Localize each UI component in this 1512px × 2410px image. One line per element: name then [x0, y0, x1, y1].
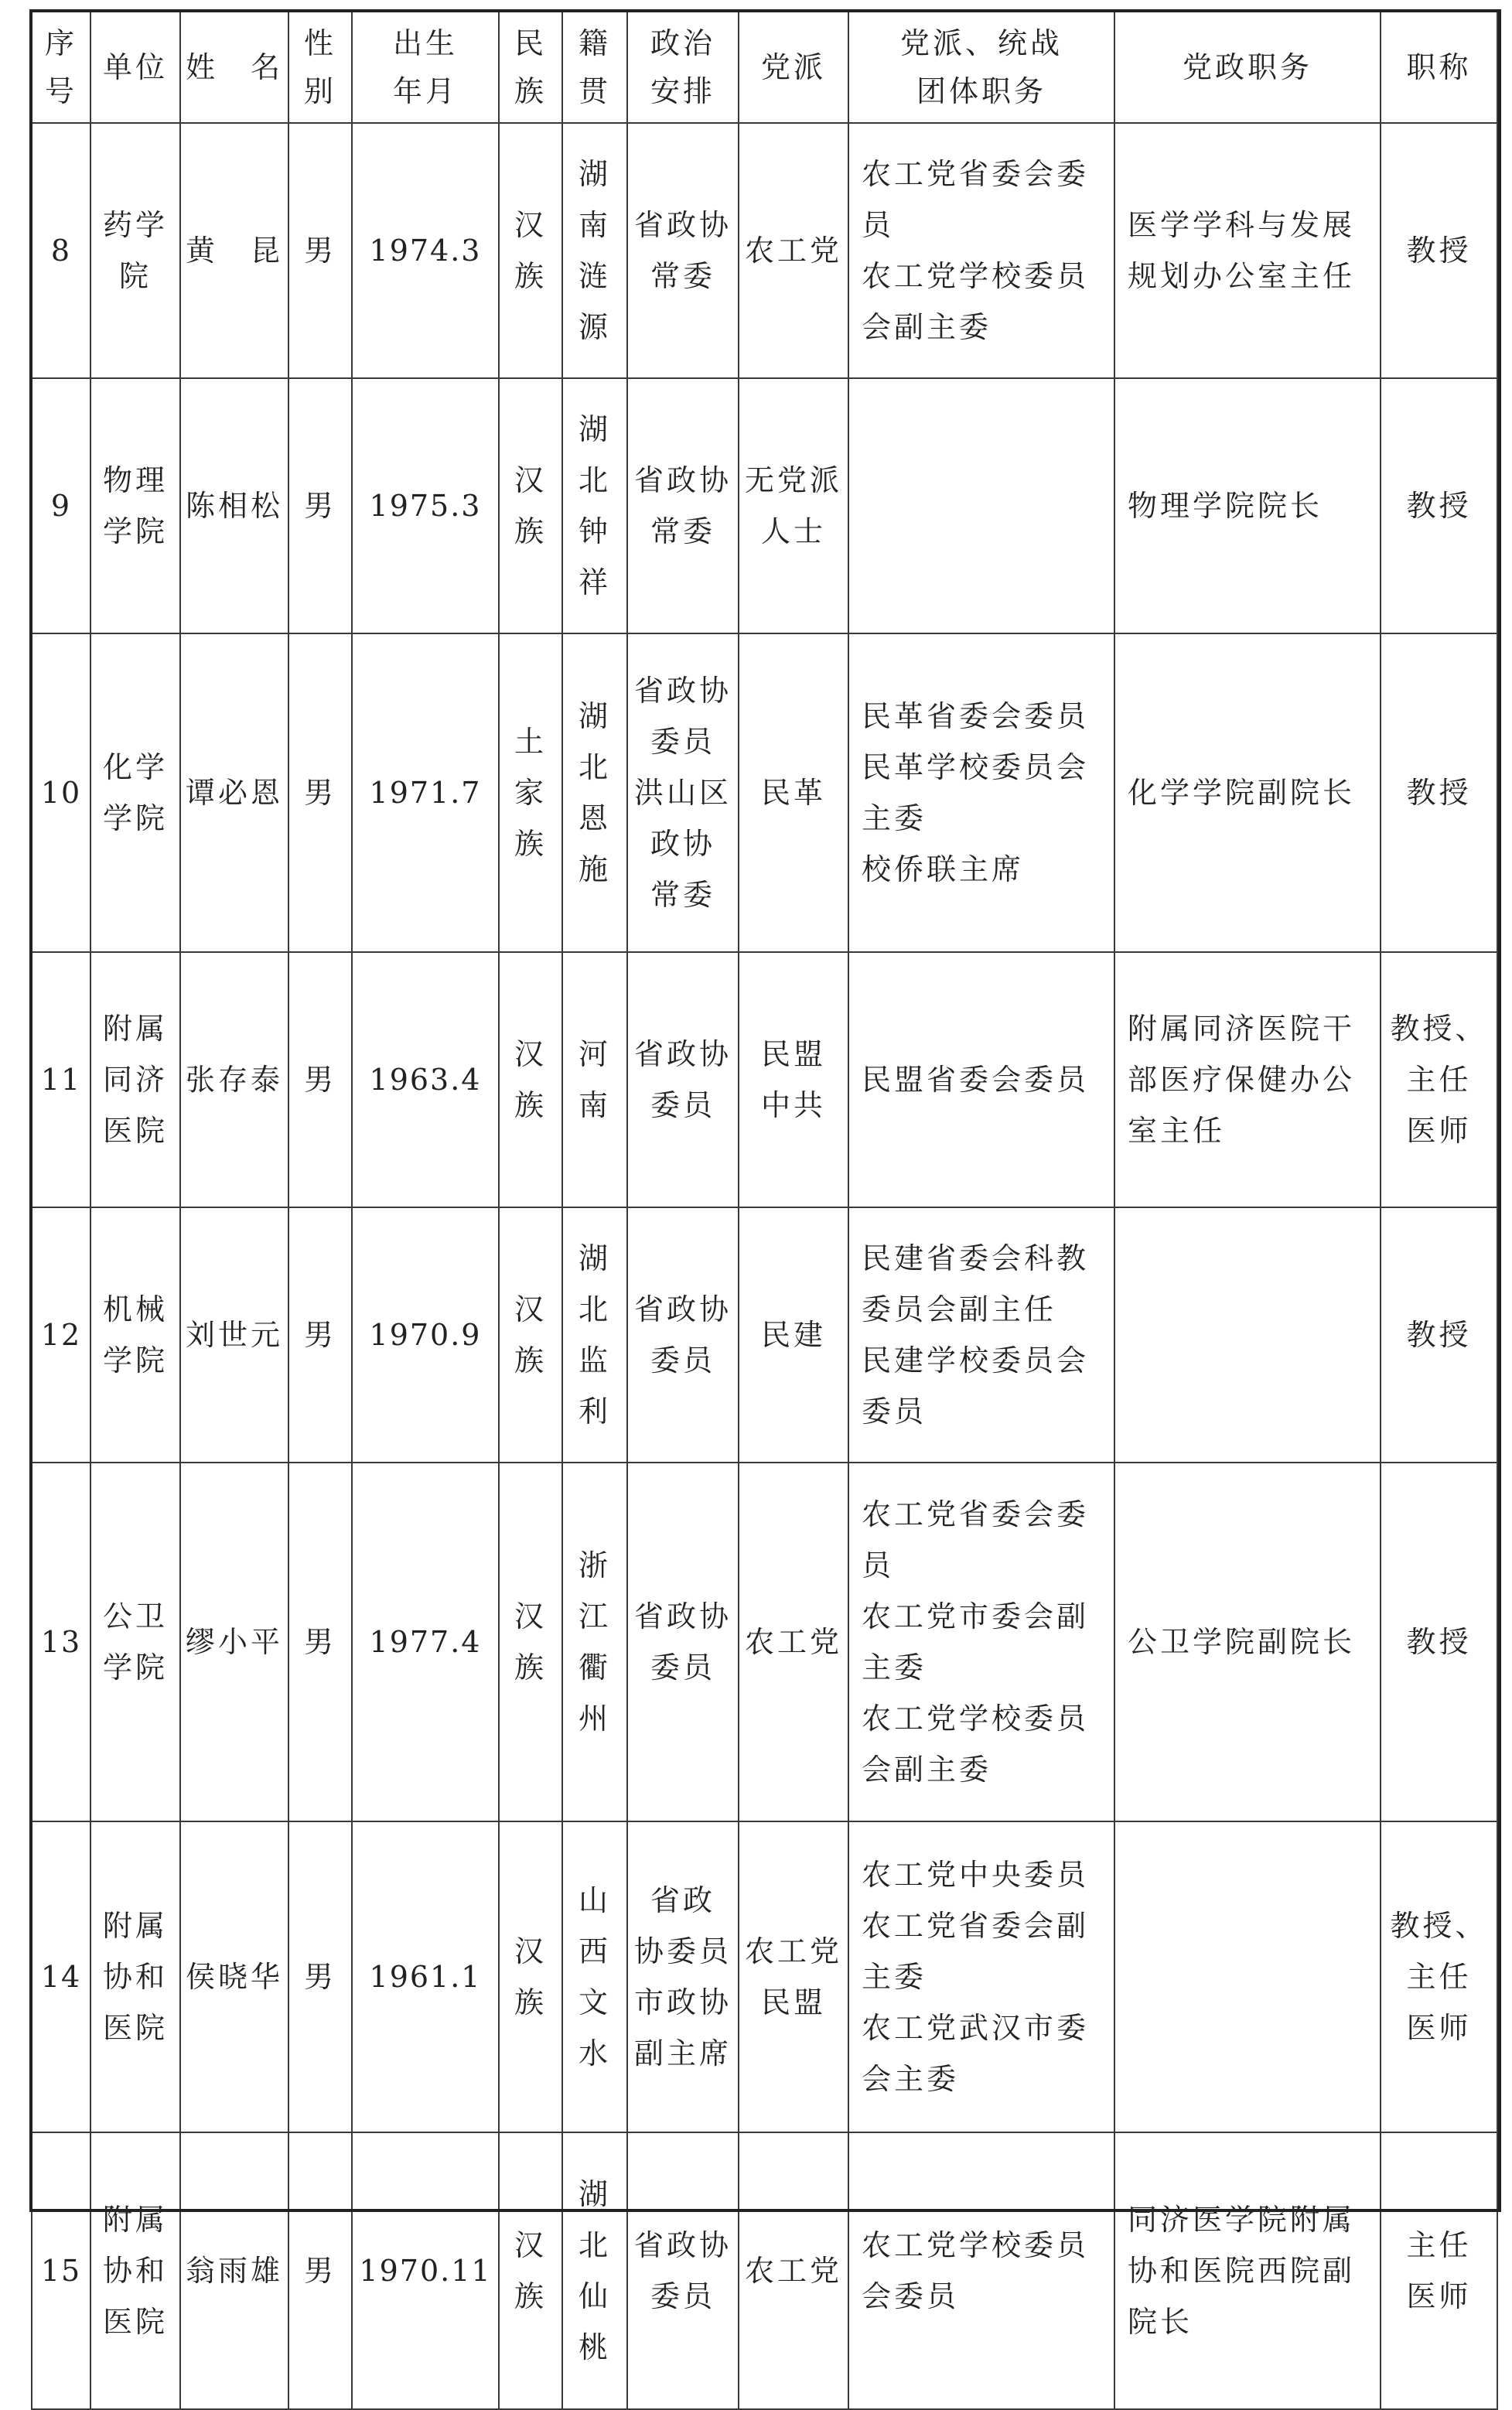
cell-political-arrangement	[627, 633, 739, 952]
cell-party-positions	[848, 633, 1114, 952]
roster-body	[32, 123, 1497, 2409]
cell-title	[1381, 633, 1497, 952]
cell-line: 汉	[514, 463, 547, 497]
cell-line: 院	[118, 259, 152, 293]
cell-line: 会副主委	[862, 310, 992, 344]
cell-line: 省政	[650, 1883, 715, 1917]
cell-line: 教授	[1406, 489, 1472, 523]
cell-line: 水	[578, 2036, 611, 2070]
cell-line: 姓 名	[185, 50, 283, 84]
cell-line: 族	[514, 1650, 547, 1685]
cell-line: 洪山区	[633, 776, 732, 810]
cell-line: 监	[578, 1343, 611, 1377]
cell-seq: 12	[32, 1207, 90, 1463]
cell-gender: 男	[288, 378, 352, 633]
cell-line: 农工党	[744, 1934, 842, 1968]
cell-admin-positions	[1114, 1821, 1381, 2132]
cell-line: 协和	[102, 2254, 168, 2288]
cell-line: 农工党	[744, 234, 842, 268]
cell-line: 医院	[102, 2305, 168, 2339]
cell-line: 农工党中央委员	[862, 1858, 1090, 1892]
cell-line: 附属	[102, 2203, 168, 2237]
cell-line: 农工党学校委员	[862, 259, 1090, 293]
cell-line: 部医疗保健办公	[1128, 1063, 1356, 1097]
cell-line: 农工党学校委员	[862, 1702, 1090, 1736]
cell-line: 省政协	[633, 674, 732, 708]
cell-birth: 1970.9	[352, 1207, 499, 1463]
cell-line: 室主任	[1128, 1114, 1226, 1148]
cell-line: 医学学科与发展	[1128, 208, 1356, 242]
table-row	[32, 952, 1497, 1207]
cell-party	[739, 378, 848, 633]
cell-line: 恩	[578, 801, 611, 835]
cell-birth: 1970.11	[352, 2132, 499, 2409]
cell-line: 民盟	[760, 1037, 826, 1071]
cell-political-arrangement	[627, 1821, 739, 2132]
cell-line: 西	[578, 1934, 611, 1968]
cell-line: 族	[514, 1985, 547, 2019]
cell-title	[1381, 1207, 1497, 1463]
cell-line: 教授、	[1390, 1909, 1488, 1943]
cell-line: 省政协	[633, 1292, 732, 1326]
cell-line: 省政协	[633, 2228, 732, 2262]
cell-line: 汉	[514, 1934, 547, 1968]
cell-line: 出生	[392, 26, 458, 60]
cell-political-arrangement	[627, 952, 739, 1207]
cell-line: 主委	[862, 1650, 927, 1685]
cell-line: 桃	[578, 2330, 611, 2364]
cell-line: 施	[578, 852, 611, 886]
cell-seq: 8	[32, 123, 90, 378]
table-row	[32, 123, 1497, 378]
cell-line: 文	[578, 1985, 611, 2019]
cell-line: 党政职务	[1182, 50, 1312, 84]
cell-line: 衢	[578, 1650, 611, 1685]
cell-line: 族	[514, 259, 547, 293]
cell-line: 医院	[102, 2011, 168, 2045]
cell-line: 主委	[862, 1960, 927, 1994]
cell-line: 族	[514, 74, 547, 108]
cell-line: 农工党	[744, 2254, 842, 2288]
cell-line: 安排	[650, 74, 715, 108]
cell-line: 湖	[578, 699, 611, 733]
cell-native-place	[562, 378, 627, 633]
cell-line: 校侨联主席	[862, 852, 1025, 886]
cell-unit	[90, 952, 180, 1207]
cell-line: 员	[862, 1548, 895, 1582]
header-seq	[32, 12, 90, 123]
cell-title	[1381, 123, 1497, 378]
cell-line: 祥	[578, 565, 611, 599]
cell-line: 委员会副主任	[862, 1292, 1057, 1326]
cell-line: 党派、统战	[899, 26, 1063, 60]
cell-title	[1381, 378, 1497, 633]
cell-name: 张存泰	[180, 952, 288, 1207]
cell-line: 政协	[650, 827, 715, 861]
cell-political-arrangement	[627, 1463, 739, 1821]
cell-line: 常委	[650, 878, 715, 912]
cell-party-positions	[848, 2132, 1114, 2409]
cell-line: 政治	[650, 26, 715, 60]
cell-political-arrangement	[627, 378, 739, 633]
cell-line: 民革	[760, 776, 826, 810]
cell-line: 农工党	[744, 1625, 842, 1659]
cell-line: 农工党武汉市委	[862, 2011, 1090, 2045]
cell-party-positions	[848, 1207, 1114, 1463]
cell-line: 教授	[1406, 1318, 1472, 1352]
cell-gender: 男	[288, 1207, 352, 1463]
cell-line: 协和	[102, 1960, 168, 1994]
cell-line: 主任	[1406, 1063, 1472, 1097]
cell-line: 湖	[578, 1241, 611, 1275]
member-roster-table	[31, 11, 1498, 2410]
cell-native-place	[562, 1207, 627, 1463]
cell-line: 单位	[102, 50, 168, 84]
table-row	[32, 1821, 1497, 2132]
cell-line: 源	[578, 310, 611, 344]
cell-admin-positions	[1114, 378, 1381, 633]
cell-gender: 男	[288, 123, 352, 378]
cell-line: 民建	[760, 1318, 826, 1352]
cell-unit	[90, 1207, 180, 1463]
cell-line: 医师	[1406, 2011, 1472, 2045]
cell-name: 黄 昆	[180, 123, 288, 378]
cell-admin-positions	[1114, 1207, 1381, 1463]
cell-line: 家	[514, 776, 547, 810]
cell-line: 副主席	[633, 2036, 732, 2070]
cell-native-place	[562, 123, 627, 378]
cell-line: 汉	[514, 2228, 547, 2262]
cell-gender: 男	[288, 2132, 352, 2409]
cell-line: 学院	[102, 514, 168, 548]
cell-line: 北	[578, 2228, 611, 2262]
cell-line: 农工党省委会委	[862, 157, 1090, 191]
cell-party	[739, 1463, 848, 1821]
cell-line: 委员	[650, 1650, 715, 1685]
cell-line: 主委	[862, 801, 927, 835]
cell-line: 农工党省委会副	[862, 1909, 1090, 1943]
cell-line: 学院	[102, 1650, 168, 1685]
cell-admin-positions	[1114, 633, 1381, 952]
cell-line: 省政协	[633, 463, 732, 497]
cell-line: 委员	[650, 1343, 715, 1377]
table-row	[32, 633, 1497, 952]
cell-line: 学院	[102, 1343, 168, 1377]
cell-unit	[90, 378, 180, 633]
cell-name: 刘世元	[180, 1207, 288, 1463]
header-political-arrangement	[627, 12, 739, 123]
cell-political-arrangement	[627, 2132, 739, 2409]
cell-line: 常委	[650, 514, 715, 548]
header-birth	[352, 12, 499, 123]
cell-party	[739, 633, 848, 952]
cell-party	[739, 1207, 848, 1463]
cell-line: 民	[514, 26, 547, 60]
cell-name: 谭必恩	[180, 633, 288, 952]
cell-line: 会委员	[862, 2279, 960, 2313]
cell-line: 公卫学院副院长	[1128, 1625, 1356, 1659]
cell-political-arrangement	[627, 1207, 739, 1463]
cell-name: 缪小平	[180, 1463, 288, 1821]
cell-line: 北	[578, 463, 611, 497]
cell-native-place	[562, 1821, 627, 2132]
cell-ethnicity	[499, 123, 562, 378]
cell-political-arrangement	[627, 123, 739, 378]
cell-birth: 1961.1	[352, 1821, 499, 2132]
cell-unit	[90, 123, 180, 378]
cell-native-place	[562, 952, 627, 1207]
header-name	[180, 12, 288, 123]
header-gender	[288, 12, 352, 123]
cell-unit	[90, 1463, 180, 1821]
cell-line: 钟	[578, 514, 611, 548]
cell-admin-positions	[1114, 1463, 1381, 1821]
cell-party	[739, 123, 848, 378]
cell-birth: 1975.3	[352, 378, 499, 633]
header-row	[32, 12, 1497, 123]
cell-line: 员	[862, 208, 895, 242]
cell-ethnicity	[499, 1463, 562, 1821]
header-native-place	[562, 12, 627, 123]
cell-line: 中共	[760, 1088, 826, 1122]
cell-line: 农工党市委会副	[862, 1599, 1090, 1633]
cell-line: 北	[578, 1292, 611, 1326]
cell-party	[739, 1821, 848, 2132]
cell-line: 省政协	[633, 208, 732, 242]
cell-line: 别	[303, 74, 336, 108]
cell-party-positions	[848, 952, 1114, 1207]
cell-title	[1381, 1463, 1497, 1821]
cell-line: 序	[44, 26, 77, 60]
cell-line: 委员	[650, 2279, 715, 2313]
cell-party-positions	[848, 1463, 1114, 1821]
header-title	[1381, 12, 1497, 123]
cell-line: 民盟	[760, 1985, 826, 2019]
cell-line: 汉	[514, 1292, 547, 1326]
cell-line: 性	[303, 26, 336, 60]
cell-line: 州	[578, 1702, 611, 1736]
cell-line: 族	[514, 1088, 547, 1122]
cell-line: 年月	[392, 74, 458, 108]
cell-line: 委员	[862, 1394, 927, 1429]
cell-line: 医师	[1406, 1114, 1472, 1148]
cell-line: 民革省委会委员	[862, 699, 1090, 733]
cell-unit	[90, 633, 180, 952]
cell-title	[1381, 952, 1497, 1207]
cell-line: 药学	[102, 208, 168, 242]
cell-native-place	[562, 633, 627, 952]
cell-line: 同济	[102, 1063, 168, 1097]
cell-gender: 男	[288, 633, 352, 952]
cell-line: 委员	[650, 725, 715, 759]
cell-title	[1381, 1821, 1497, 2132]
cell-party-positions	[848, 123, 1114, 378]
cell-birth: 1974.3	[352, 123, 499, 378]
cell-gender: 男	[288, 1821, 352, 2132]
header-party	[739, 12, 848, 123]
cell-line: 教授、	[1390, 1012, 1488, 1046]
cell-line: 附属	[102, 1012, 168, 1046]
cell-line: 河	[578, 1037, 611, 1071]
cell-line: 物理	[102, 463, 168, 497]
cell-line: 团体职务	[916, 74, 1046, 108]
cell-seq: 10	[32, 633, 90, 952]
cell-line: 南	[578, 208, 611, 242]
cell-line: 主任	[1406, 2228, 1472, 2262]
cell-line: 土	[514, 725, 547, 759]
cell-line: 族	[514, 514, 547, 548]
cell-line: 学院	[102, 801, 168, 835]
cell-line: 农工党学校委员	[862, 2228, 1090, 2262]
cell-line: 市政协	[633, 1985, 732, 2019]
header-unit	[90, 12, 180, 123]
cell-line: 规划办公室主任	[1128, 259, 1356, 293]
cell-line: 主任	[1406, 1960, 1472, 1994]
cell-line: 会副主委	[862, 1753, 992, 1787]
cell-line: 省政协	[633, 1037, 732, 1071]
header-party-positions	[848, 12, 1114, 123]
cell-party	[739, 952, 848, 1207]
table-row	[32, 2132, 1497, 2409]
cell-line: 教授	[1406, 234, 1472, 268]
cell-ethnicity	[499, 952, 562, 1207]
cell-name: 陈相松	[180, 378, 288, 633]
cell-birth: 1977.4	[352, 1463, 499, 1821]
cell-line: 族	[514, 2279, 547, 2313]
cell-party-positions	[848, 378, 1114, 633]
cell-line: 无党派	[744, 463, 842, 497]
cell-birth: 1963.4	[352, 952, 499, 1207]
cell-line: 族	[514, 1343, 547, 1377]
cell-line: 会主委	[862, 2062, 960, 2096]
cell-line: 常委	[650, 259, 715, 293]
header-ethnicity	[499, 12, 562, 123]
cell-gender: 男	[288, 1463, 352, 1821]
cell-line: 贯	[578, 74, 611, 108]
cell-name: 侯晓华	[180, 1821, 288, 2132]
cell-ethnicity	[499, 378, 562, 633]
cell-line: 省政协	[633, 1599, 732, 1633]
cell-line: 湖	[578, 2177, 611, 2211]
cell-line: 湖	[578, 412, 611, 446]
cell-seq: 13	[32, 1463, 90, 1821]
cell-line: 党派	[760, 50, 826, 84]
cell-line: 附属同济医院干	[1128, 1012, 1356, 1046]
cell-line: 仙	[578, 2279, 611, 2313]
cell-line: 协委员	[633, 1934, 732, 1968]
cell-line: 利	[578, 1394, 611, 1429]
cell-ethnicity	[499, 1821, 562, 2132]
cell-party-positions	[848, 1821, 1114, 2132]
cell-seq: 14	[32, 1821, 90, 2132]
cell-line: 同济医学院附属	[1128, 2203, 1356, 2237]
cell-line: 汉	[514, 1037, 547, 1071]
cell-line: 江	[578, 1599, 611, 1633]
cell-line: 北	[578, 750, 611, 784]
cell-line: 湖	[578, 157, 611, 191]
cell-seq: 11	[32, 952, 90, 1207]
cell-line: 职称	[1406, 50, 1472, 84]
cell-gender: 男	[288, 952, 352, 1207]
cell-unit	[90, 1821, 180, 2132]
cell-unit	[90, 2132, 180, 2409]
cell-line: 化学	[102, 750, 168, 784]
cell-line: 委员	[650, 1088, 715, 1122]
cell-birth: 1971.7	[352, 633, 499, 952]
cell-admin-positions	[1114, 123, 1381, 378]
cell-title	[1381, 2132, 1497, 2409]
cell-line: 附属	[102, 1909, 168, 1943]
cell-line: 民建省委会科教	[862, 1241, 1090, 1275]
cell-line: 汉	[514, 1599, 547, 1633]
cell-line: 医师	[1406, 2279, 1472, 2313]
cell-line: 物理学院院长	[1128, 489, 1323, 523]
cell-name: 翁雨雄	[180, 2132, 288, 2409]
table-row	[32, 378, 1497, 633]
cell-line: 化学学院副院长	[1128, 776, 1356, 810]
cell-line: 教授	[1406, 776, 1472, 810]
cell-line: 人士	[760, 514, 826, 548]
cell-party	[739, 2132, 848, 2409]
cell-line: 院长	[1128, 2305, 1193, 2339]
cell-seq: 9	[32, 378, 90, 633]
cell-line: 民革学校委员会	[862, 750, 1090, 784]
cell-line: 民建学校委员会	[862, 1343, 1090, 1377]
cell-admin-positions	[1114, 952, 1381, 1207]
table-row	[32, 1207, 1497, 1463]
cell-line: 医院	[102, 1114, 168, 1148]
cell-line: 民盟省委会委员	[862, 1063, 1090, 1097]
header-admin-positions	[1114, 12, 1381, 123]
cell-line: 协和医院西院副	[1128, 2254, 1356, 2288]
cell-line: 教授	[1406, 1625, 1472, 1659]
cell-line: 山	[578, 1883, 611, 1917]
cell-line: 公卫	[102, 1599, 168, 1633]
cell-admin-positions	[1114, 2132, 1381, 2409]
cell-ethnicity	[499, 1207, 562, 1463]
cell-line: 机械	[102, 1292, 168, 1326]
cell-line: 汉	[514, 208, 547, 242]
cell-line: 农工党省委会委	[862, 1497, 1090, 1531]
cell-line: 南	[578, 1088, 611, 1122]
cell-ethnicity	[499, 633, 562, 952]
cell-line: 号	[44, 74, 77, 108]
cell-seq: 15	[32, 2132, 90, 2409]
cell-ethnicity	[499, 2132, 562, 2409]
cell-line: 涟	[578, 259, 611, 293]
table-row	[32, 1463, 1497, 1821]
cell-native-place	[562, 2132, 627, 2409]
cell-line: 浙	[578, 1548, 611, 1582]
cell-line: 族	[514, 827, 547, 861]
cell-native-place	[562, 1463, 627, 1821]
cell-line: 籍	[578, 26, 611, 60]
